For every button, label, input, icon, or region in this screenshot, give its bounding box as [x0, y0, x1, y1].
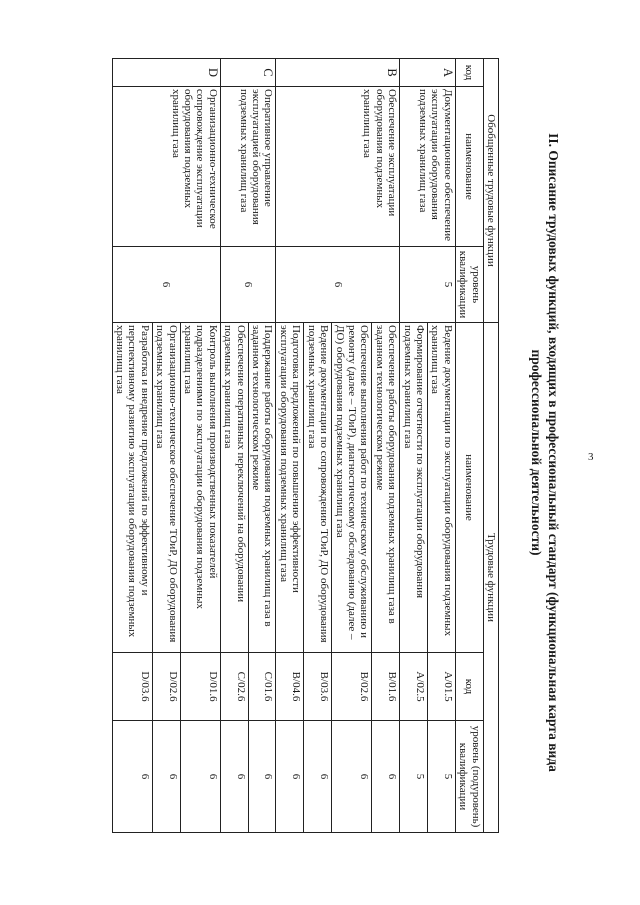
group-code: D: [112, 59, 220, 87]
function-code: B/02.6: [332, 653, 372, 721]
heading-line-1: II. Описание трудовых функций, входящих в профессиональный стандарт (функциональная карта вида: [546, 133, 561, 772]
group-code: B: [276, 59, 400, 87]
function-level: 6: [332, 721, 372, 833]
function-level: 6: [276, 721, 304, 833]
function-code: B/01.6: [372, 653, 400, 721]
function-code: B/04.6: [276, 653, 304, 721]
section-heading: [528, 0, 562, 905]
function-code: A/01.5: [427, 653, 455, 721]
group-code: C: [220, 59, 276, 87]
group-level: 5: [400, 247, 456, 323]
function-level: 6: [304, 721, 332, 833]
function-level: 5: [400, 721, 428, 833]
header-row-2: [455, 59, 483, 833]
function-level: 6: [180, 721, 220, 833]
function-name: Обеспечение работы оборудования подземных хранилищ газа в заданном технологическом режиме: [372, 323, 400, 653]
function-level: 6: [372, 721, 400, 833]
header-labor-functions: Трудовые функции: [483, 323, 498, 833]
function-name: Ведение документации по сопровождению ТОиР, ДО оборудования подземных хранилищ газа: [304, 323, 332, 653]
function-code: A/02.5: [400, 653, 428, 721]
function-name: Разработка и внедрение предложений по эффективному и перспективному развитию эксплуатации оборудования подземных хранилищ газа: [112, 323, 152, 653]
page-number: 3: [588, 451, 594, 463]
group-name: Оперативное управление эксплуатацией оборудования подземных хранилищ газа: [220, 87, 276, 247]
functional-map-table: [112, 58, 499, 833]
heading-line-2: профессиональной деятельности): [529, 349, 544, 556]
function-name: Подготовка предложений по повышению эффективности эксплуатации оборудования подземных хранилищ газа: [276, 323, 304, 653]
header-labor-name: наименование: [455, 323, 483, 653]
function-name: Контроль выполнения производственных показателей подразделениями по эксплуатации оборудования подземных хранилищ газа: [180, 323, 220, 653]
header-qualification-level: уровень квалификации: [455, 247, 483, 323]
header-name: наименование: [455, 87, 483, 247]
function-name: Формирование отчетности по эксплуатации оборудования подземных хранилищ газа: [400, 323, 428, 653]
table-row: [248, 59, 276, 833]
function-level: 6: [248, 721, 276, 833]
function-name: Обеспечение оперативных переключений на оборудовании подземных хранилищ газа: [220, 323, 248, 653]
group-code: A: [400, 59, 456, 87]
header-generalized-functions: Обобщенные трудовые функции: [483, 59, 498, 323]
function-code: B/03.6: [304, 653, 332, 721]
group-level: 6: [112, 247, 220, 323]
header-row-1: [483, 59, 498, 833]
function-code: D/03.6: [112, 653, 152, 721]
function-name: Ведение документации по эксплуатации оборудования подземных хранилищ газа: [427, 323, 455, 653]
table-row: [372, 59, 400, 833]
header-labor-code: код: [455, 653, 483, 721]
group-name: Документационное обеспечение эксплуатации оборудования подземных хранилищ газа: [400, 87, 456, 247]
group-level: 6: [276, 247, 400, 323]
function-code: D/02.6: [152, 653, 180, 721]
function-level: 6: [220, 721, 248, 833]
function-name: Организационно-техническое обеспечение ТОиР, ДО оборудования подземных хранилищ газа: [152, 323, 180, 653]
function-code: C/01.6: [248, 653, 276, 721]
header-sublevel: уровень (подуровень) квалификации: [455, 721, 483, 833]
function-level: 5: [427, 721, 455, 833]
function-level: 6: [152, 721, 180, 833]
table-row: [427, 59, 455, 833]
function-code: D/01.6: [180, 653, 220, 721]
function-name: Поддержание работы оборудования подземных хранилищ газа в заданном технологическом режиме: [248, 323, 276, 653]
header-code: код: [455, 59, 483, 87]
function-code: C/02.6: [220, 653, 248, 721]
table-row: [180, 59, 220, 833]
group-name: Обеспечение эксплуатации оборудования подземных хранилищ газа: [276, 87, 400, 247]
function-level: 6: [112, 721, 152, 833]
group-name: Организационно-техническое сопровождение эксплуатации оборудования подземных хранилищ газа: [112, 87, 220, 247]
function-name: Обеспечение выполнения работ по техническому обслуживанию и ремонту (далее – ТОиР), диагностическому обследованию (далее – ДО) оборудования подземных хранилищ газа: [332, 323, 372, 653]
group-level: 6: [220, 247, 276, 323]
